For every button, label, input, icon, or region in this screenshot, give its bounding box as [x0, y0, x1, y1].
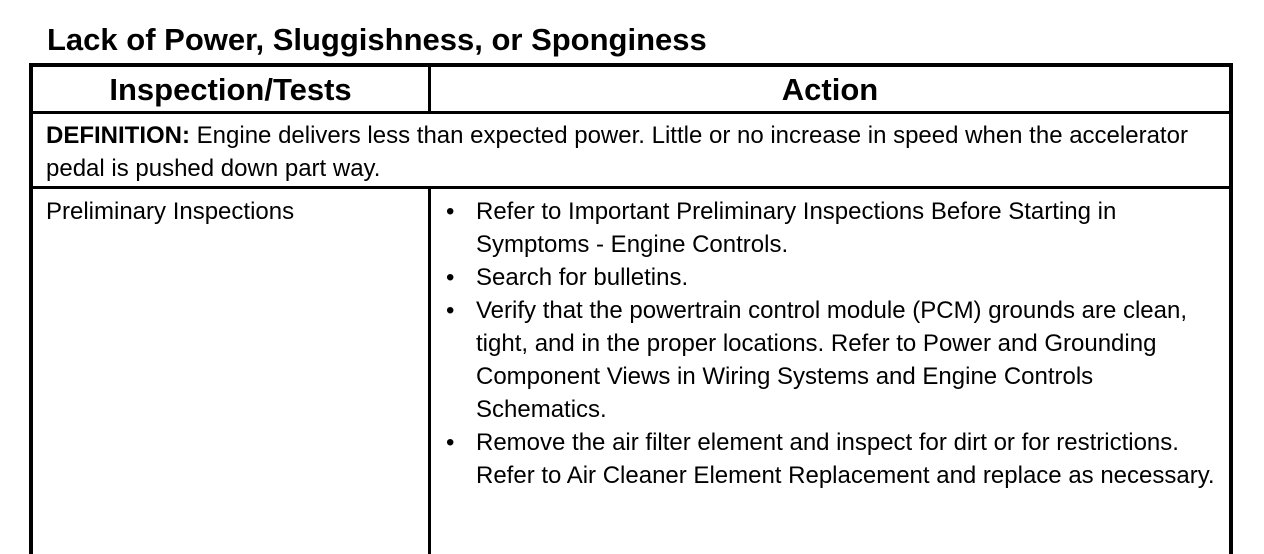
bullet-icon: • — [446, 264, 455, 291]
bullet-icon: • — [446, 297, 455, 324]
header-divider — [29, 111, 1233, 114]
action-item-text: Refer to Important Preliminary Inspections Before Starting in Symptoms - Engine Controls. — [476, 198, 1117, 258]
action-item — [446, 261, 1221, 294]
body-column-divider — [428, 187, 431, 554]
definition-body: Engine delivers less than expected power. Little or no increase in speed when the accelerator pedal is pushed down part way. — [46, 122, 1188, 182]
action-item — [446, 195, 1221, 261]
action-item-text: Remove the air filter element and inspect for dirt or for restrictions. Refer to Air Cleaner Element Replacement and replace as necessary. — [476, 429, 1215, 489]
action-list — [446, 195, 1221, 492]
definition-divider — [29, 186, 1233, 189]
column-header-action: Action — [781, 72, 879, 107]
action-item-text: Search for bulletins. — [476, 264, 689, 291]
definition-label: DEFINITION: — [46, 122, 190, 149]
action-item — [446, 426, 1221, 492]
row-inspection-preliminary: Preliminary Inspections — [46, 198, 295, 225]
definition-text — [46, 119, 1216, 185]
action-item — [446, 294, 1221, 426]
action-item-text: Verify that the powertrain control module (PCM) grounds are clean, tight, and in the proper locations. Refer to Power and Grounding Component Views in Wiring Systems and Engine Controls Schematics. — [476, 297, 1188, 423]
bullet-icon: • — [446, 198, 455, 225]
bullet-icon: • — [446, 429, 455, 456]
page-title: Lack of Power, Sluggishness, or Sponginess — [47, 22, 707, 57]
column-header-inspection: Inspection/Tests — [109, 72, 352, 107]
